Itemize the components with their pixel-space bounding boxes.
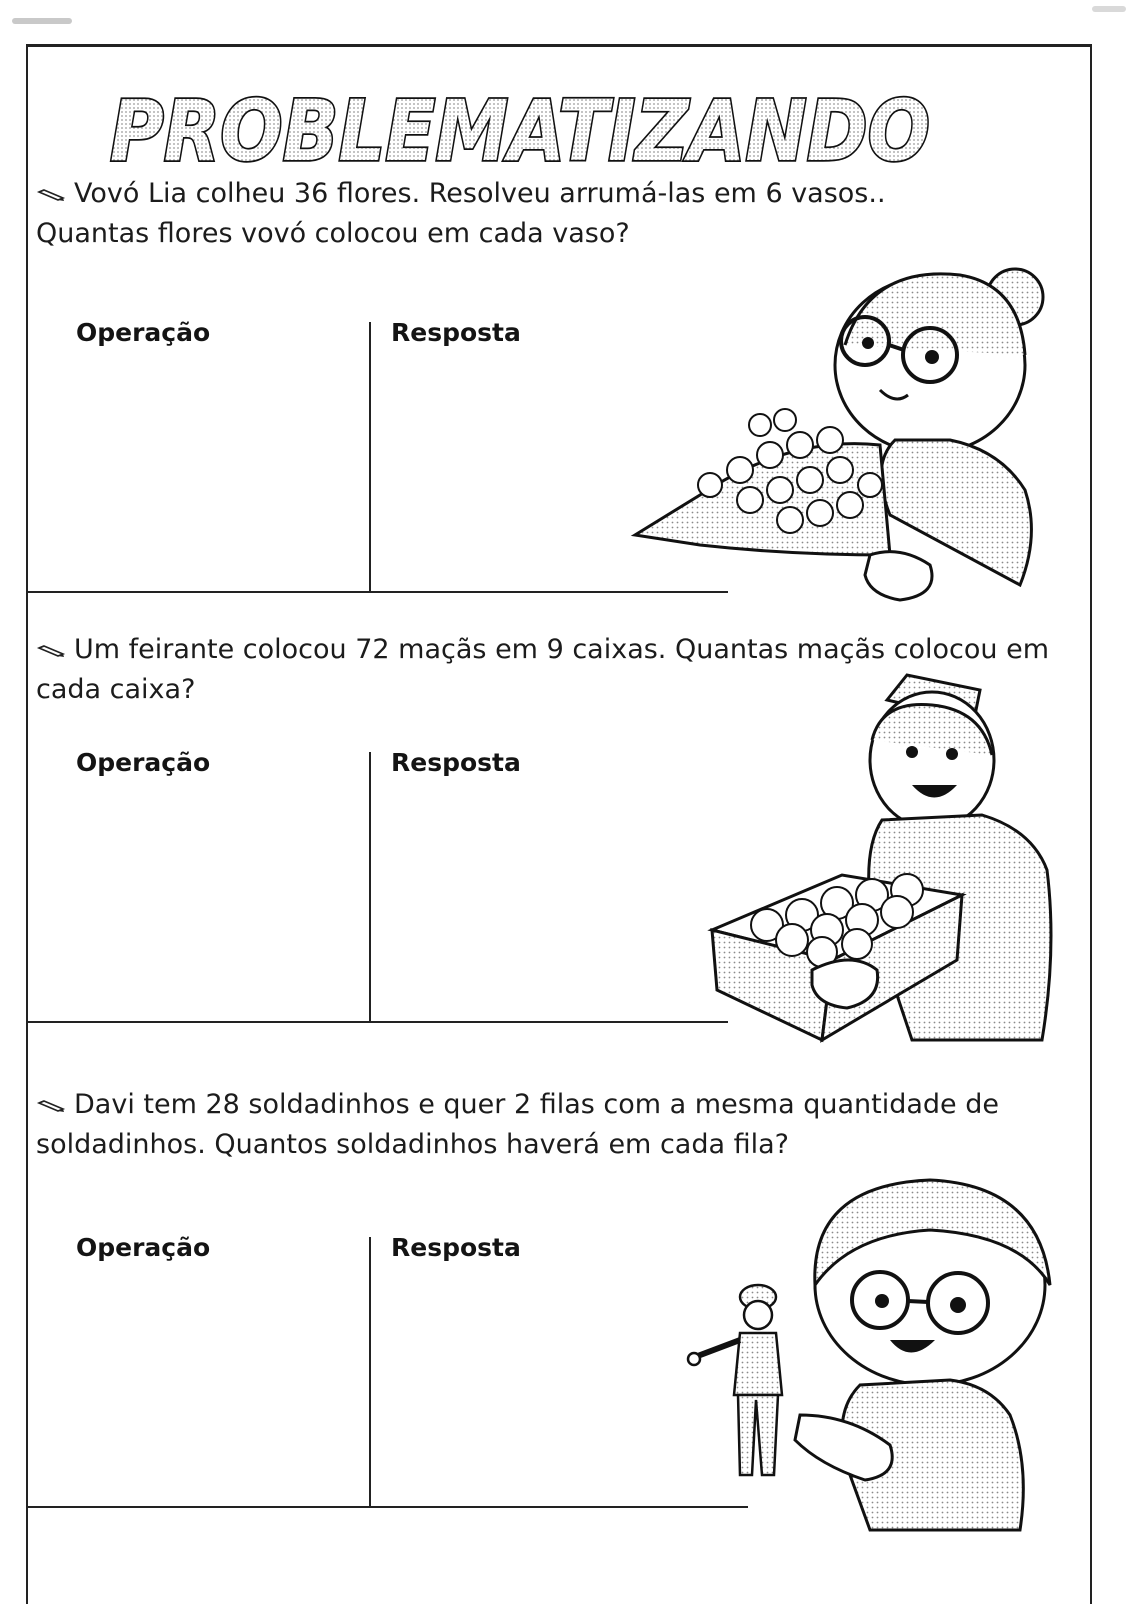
pencil-icon bbox=[36, 186, 66, 204]
scan-mark bbox=[12, 18, 72, 24]
problem-3-line-2: soldadinhos. Quantos soldadinhos haverá em cada fila? bbox=[36, 1129, 789, 1160]
pencil-icon bbox=[36, 642, 66, 660]
pencil-icon bbox=[36, 1097, 66, 1115]
problem-3-statement bbox=[36, 1085, 1086, 1165]
problem-1-line-2: Quantas flores vovó colocou em cada vaso? bbox=[36, 218, 630, 249]
section-divider bbox=[28, 1506, 748, 1508]
answer-label: Resposta bbox=[391, 748, 521, 777]
problem-2-line-2: cada caixa? bbox=[36, 674, 196, 705]
section-divider bbox=[28, 591, 728, 593]
child-with-soldier-illustration bbox=[690, 1175, 1070, 1530]
column-divider bbox=[369, 1237, 371, 1507]
problem-1-statement bbox=[36, 174, 886, 254]
problem-1-line-1: Vovó Lia colheu 36 flores. Resolveu arrumá-las em 6 vasos.. bbox=[74, 178, 886, 209]
grandmother-illustration bbox=[640, 255, 1060, 625]
vendor-illustration bbox=[712, 670, 1072, 1050]
column-divider bbox=[369, 752, 371, 1022]
operation-label: Operação bbox=[76, 748, 211, 777]
title-text: PROBLEMATIZANDO bbox=[110, 82, 930, 180]
scan-mark bbox=[1092, 6, 1126, 12]
problem-3-line-1: Davi tem 28 soldadinhos e quer 2 filas com a mesma quantidade de bbox=[74, 1089, 999, 1120]
column-divider bbox=[369, 322, 371, 592]
answer-label: Resposta bbox=[391, 318, 521, 347]
section-divider bbox=[28, 1021, 728, 1023]
answer-label: Resposta bbox=[391, 1233, 521, 1262]
operation-label: Operação bbox=[76, 318, 211, 347]
worksheet-title bbox=[100, 78, 940, 178]
operation-label: Operação bbox=[76, 1233, 211, 1262]
problem-2-line-1: Um feirante colocou 72 maçãs em 9 caixas. Quantas maçãs colocou em bbox=[74, 634, 1050, 665]
